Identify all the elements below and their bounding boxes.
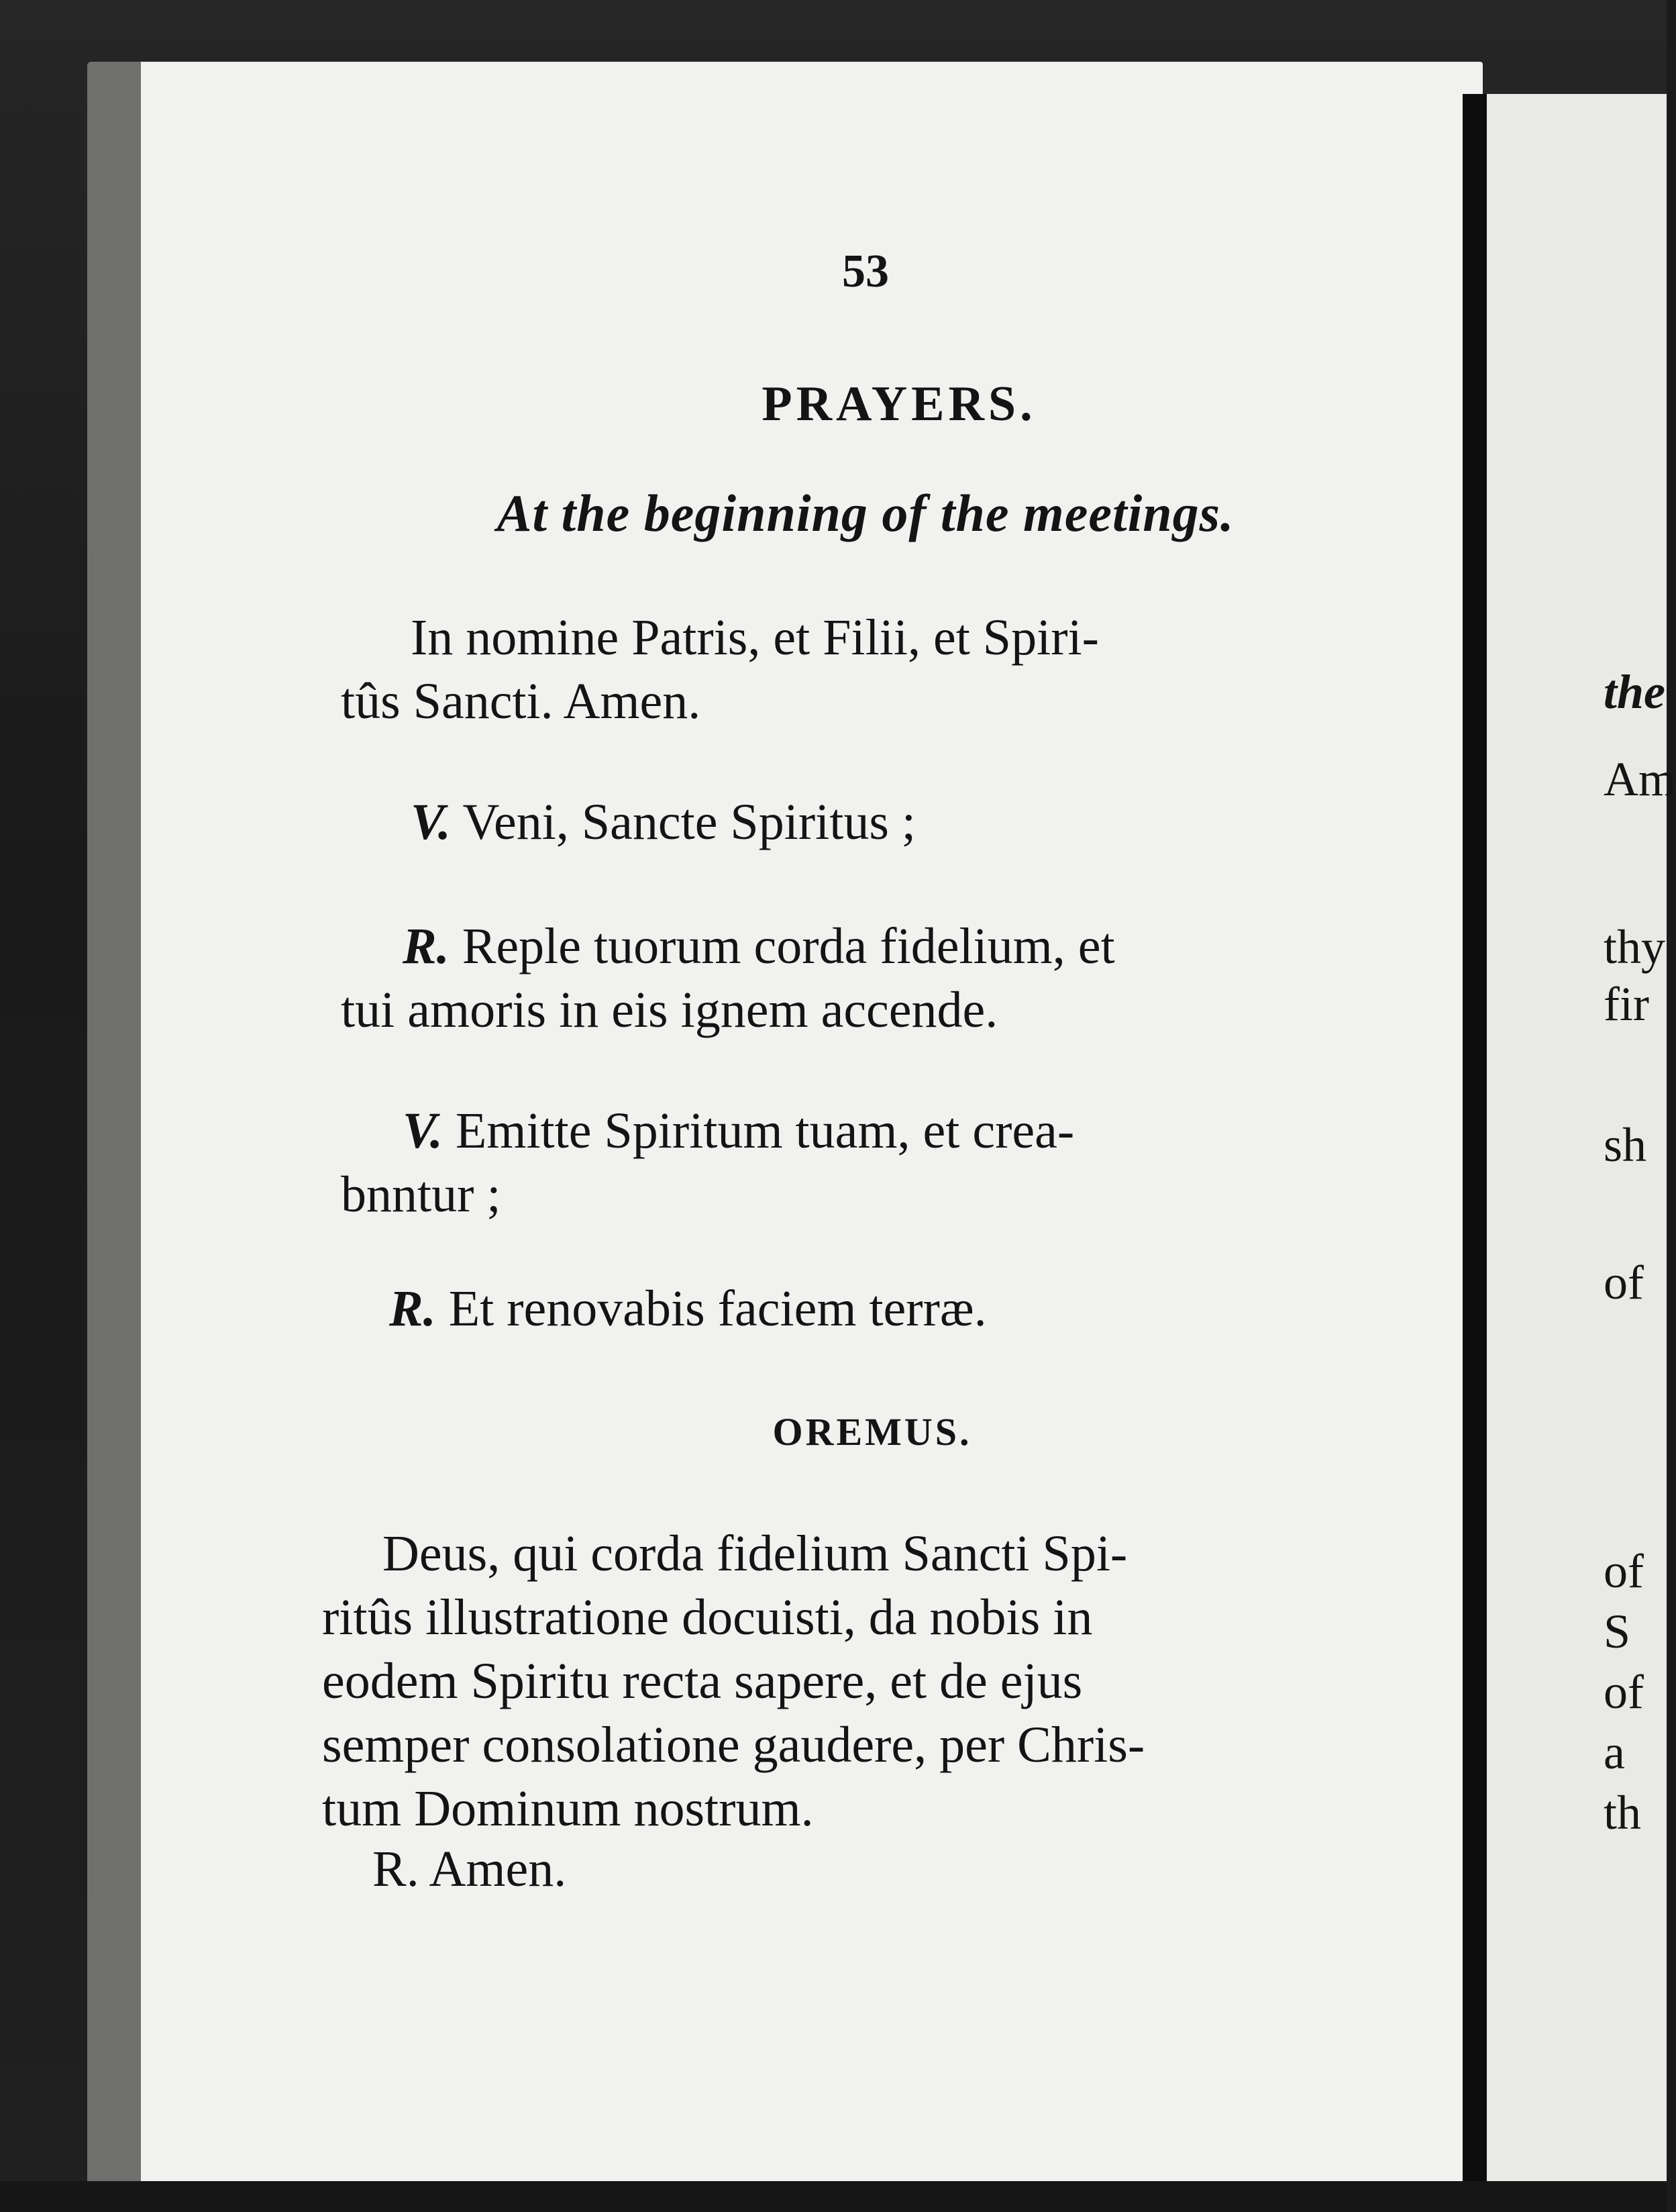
response-mark: R. (403, 918, 450, 974)
section-subtitle: At the beginning of the meetings. (496, 484, 1235, 542)
right-fragment: Am (1604, 752, 1676, 806)
right-fragment: the (1604, 665, 1666, 719)
versicle-text: Emitte Spiritum tuam, et crea- (455, 1103, 1075, 1159)
versicle-mark: V. (411, 794, 451, 850)
section-title: PRAYERS. (762, 376, 1037, 432)
right-fragment: sh (1604, 1118, 1647, 1172)
right-fragment: of (1604, 1665, 1644, 1719)
right-fragment: th (1604, 1786, 1642, 1840)
oremus-line-5: tum Dominum nostrum. (322, 1780, 814, 1837)
versicle-2-line-1 (403, 1101, 1074, 1161)
oremus-heading: OREMUS. (772, 1410, 972, 1454)
versicle-text: Veni, Sancte Spiritus ; (462, 794, 916, 850)
page-number: 53 (842, 246, 889, 297)
right-fragment: S (1604, 1605, 1631, 1658)
versicle-2-line-2: bnntur ; (341, 1166, 501, 1223)
response-mark: R. (389, 1280, 436, 1337)
right-fragment: fir (1604, 977, 1649, 1031)
oremus-line-3: eodem Spiritu recta sapere, et de ejus (322, 1653, 1083, 1709)
response-text: Reple tuorum corda fidelium, et (462, 918, 1115, 974)
right-fragment: of (1604, 1544, 1644, 1598)
invocation-line-2: tûs Sancti. Amen. (341, 673, 701, 730)
response-2 (389, 1278, 987, 1339)
versicle-mark: V. (403, 1103, 443, 1159)
right-fragment: thy (1604, 920, 1666, 974)
right-fragment: of (1604, 1256, 1644, 1309)
versicle-1 (411, 792, 916, 852)
oremus-line-2: ritûs illustratione docuisti, da nobis in (322, 1589, 1093, 1646)
closing-amen: R. Amen. (372, 1841, 567, 1897)
oremus-line-1: Deus, qui corda fidelium Sancti Spi- (382, 1525, 1128, 1582)
invocation-line-1: In nomine Patris, et Filii, et Spiri- (411, 609, 1099, 666)
right-fragment: a (1604, 1725, 1625, 1779)
response-text: Et renovabis faciem terræ. (448, 1280, 987, 1337)
oremus-line-4: semper consolatione gaudere, per Chris- (322, 1717, 1145, 1773)
response-1-line-1 (403, 916, 1115, 976)
response-1-line-2: tui amoris in eis ignem accende. (341, 982, 998, 1038)
